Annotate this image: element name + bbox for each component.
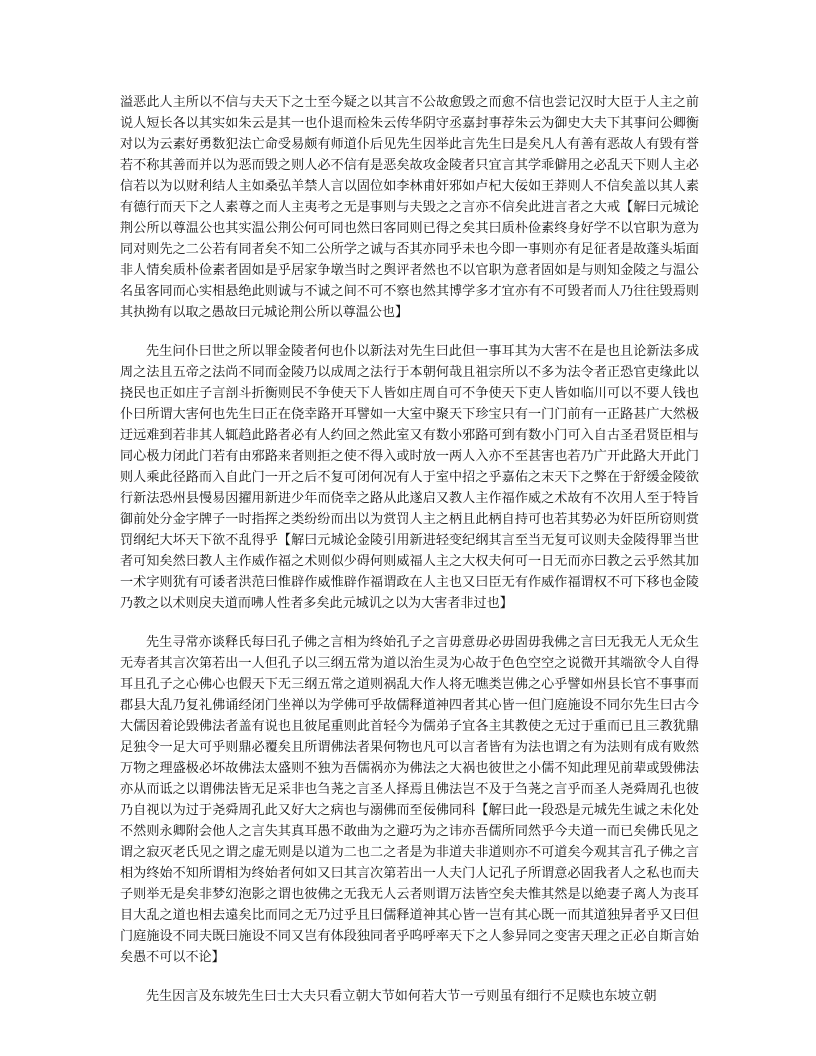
body-text <box>120 92 699 1025</box>
paragraph-3: 先生寻常亦谈释氏每曰孔子佛之言相为终始孔子之言毋意毋必毋固毋我佛之言曰无我无人无众生无寿者其言次第若出一人但孔子以三纲五常为道以治生灵为心故于色色空空之说微开其端欲令人自得耳且孔子之心佛心也假天下无三纲五常之道则祸乱大作人将无噍类岂佛之心乎譬如州县长官不事事而郡县大乱乃复礼佛诵经闭门坐禅以为学佛可乎故儒释道神四者其心皆一但门庭施设不同尔先生曰古今大儒因着论毁佛法者盖有说也且彼尾重则此首轻今为儒弟子宜各主其教使之无过于重而已且三教犹鼎足独令一足大可乎则鼎必覆矣且所谓佛法者果何物也凡可以言者皆有为法也谓之有为法则有成有败然万物之理盛极必坏故佛法太盛则不独为吾儒祸亦为佛法之大祸也彼世之小儒不知此理见前辈或毁佛法亦从而诋之以谓佛法皆无足采非也刍荛之言圣人择焉且佛法岂不及于刍荛之言乎而圣人尧舜周孔也彼乃自视以为过于尧舜周孔此又好大之病也与溺佛而至佞佛同科【解曰此一段恐是元城先生诚之未化处不然则永卿附会他人之言失其真耳愚不敢曲为之避巧为之讳亦吾儒所同然乎今夫道一而已矣佛氏见之谓之寂灭老氏见之谓之虚无则是以道为二也二之者是为非道夫非道则亦不可道矣今观其言孔子佛之言相为终始不知所谓相为终始者何如又曰其言次第若出一人夫门人记孔子所谓意必固我者人之私也而夫子则举无是矣非梦幻泡影之谓也彼佛之无我无人云者则谓万法皆空矣夫惟其然是以絶妻子离人为丧耳目大乱之道也相去遠矣比而同之无乃过乎且曰儒释道神其心皆一岂有其心既一而其道独异者乎又曰但门庭施设不同夫既曰施设不同又岂有体段独同者乎呜呼率天下之人参异同之变害天理之正必自斯言始矣愚不可以不论】 <box>120 635 699 965</box>
paragraph-4: 先生因言及东坡先生曰士大夫只看立朝大节如何若大节一亏则虽有细行不足赎也东坡立朝 <box>146 989 657 1004</box>
paragraph-2: 先生问仆曰世之所以罪金陵者何也仆以新法对先生曰此但一事耳其为大害不在是也且论新法多成周之法且五帝之法尚不同而金陵乃以成周之法行于本朝何哉且祖宗所以不多为法令者正恐官吏缘此以挠民也正如庄子言剖斗折衡则民不争使天下人皆如庄周自可不争使天下吏人皆如临川可以不要人钱也仆曰所谓大害何也先生曰正在侥幸路开耳譬如一大室中聚天下珍宝只有一门门前有一正路甚广大然极迂远难到若非其人辄趋此路者必有人约回之然此室又有数小邪路可到有数小门可入自古圣君贤臣相与同心极力闭此门若有由邪路来者则拒之使不得入或时放一两人入亦不至甚害也若乃广开此路大开此门则人乘此径路而入自此门一开之后不复可闭何况有人于室中招之乎嘉佑之末天下之弊在于舒缓金陵欲行新法恐州县慢易因擢用新进少年而侥幸之路从此遂启又教人主作福作威之术故有不次用人至于特旨御前处分金字牌子一时指挥之类纷纷而出以为赏罚人主之柄且此柄自持可也若其势必为奸臣所窃则赏罚纲纪大坏天下欲不乱得乎【解曰元城论金陵引用新进轻变纪纲其言至当无复可议则夫金陵得罪当世者可知矣然曰教人主作威作福之术则似少碍何则威福人主之大权夫何可一日无而亦曰教之云乎然其加一术字则犹有可诿者洪范曰惟辟作威惟辟作福谓政在人主也又曰臣无有作威作福谓权不可下移也金陵乃教之以术则戾夫道而咈人性者多矣此元城讥之以为大害者非过也】 <box>120 344 699 611</box>
paragraph-1: 溢恶此人主所以不信与夫天下之士至今疑之以其言不公故愈毁之而愈不信也尝记汉时大臣于人主之前说人短长各以其实如朱云是其一也仆退而检朱云传华阴守丞嘉封事荐朱云为御史大夫下其事问公卿衡对以为云素好勇数犯法亡命受易颇有师道仆后见先生因举此言先生曰是矣凡人有善有恶故人有毁有誉若不称其善而并以为恶而毁之则人必不信有是恶矣故攻金陵者只宜言其学乖僻用之必乱天下则人主必信若以为以财利结人主如桑弘羊禁人言以固位如李林甫奸邪如卢杞大佞如王莽则人不信矣盖以其人素有德行而天下之人素尊之而人主夷考之无是事则与夫毁之之言亦不信矣此进言者之大戒【解曰元城论荆公所以尊温公也其实温公荆公何可同也然曰客同则已得之矣其曰质朴俭素终身好学不以官职为意为同对则先之二公若有同者矣不知二公所学之诚与否其亦同乎未也今即一事则亦有足征者是故蓬头垢面非人情矣质朴俭素者固如是乎居家争墩当时之舆评者然也不以官职为意者固如是与则知金陵之与温公名虽客同而心实相悬绝此则诚与不诚之间不可不察也然其博学多才宜亦有不可毁者而人乃往往毁焉则其执拗有以取之愚故曰元城论荆公所以尊温公也】 <box>120 95 699 320</box>
